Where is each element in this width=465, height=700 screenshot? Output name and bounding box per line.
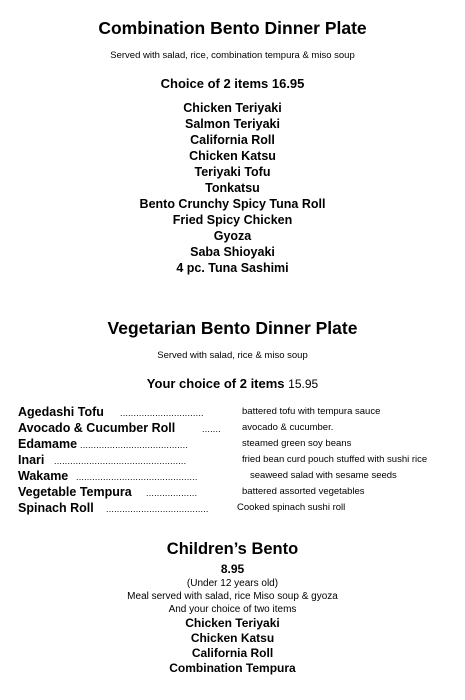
vegetarian-item — [18, 405, 458, 421]
leader-dots: ............................................. — [76, 472, 198, 482]
vegetarian-item-name: Spinach Roll — [18, 501, 94, 515]
combination-item: Gyoza — [213, 229, 252, 243]
children-details — [0, 562, 465, 676]
combination-item: Tonkatsu — [205, 181, 260, 195]
vegetarian-item-desc: Cooked spinach sushi roll — [237, 502, 346, 513]
combination-item: Saba Shioyaki — [190, 245, 275, 259]
combination-item: California Roll — [190, 133, 275, 147]
leader-dots: ........................................ — [80, 440, 189, 450]
vegetarian-price: 15.95 — [288, 377, 319, 391]
combination-item: Chicken Teriyaki — [183, 101, 282, 115]
children-item: Chicken Teriyaki — [185, 616, 280, 630]
combination-subtitle: Served with salad, rice, combination tempura & miso soup — [110, 50, 355, 61]
vegetarian-item-name: Vegetable Tempura — [18, 485, 132, 499]
children-price: 8.95 — [220, 562, 245, 576]
combination-item: Teriyaki Tofu — [194, 165, 271, 179]
vegetarian-item-name: Agedashi Tofu — [18, 405, 104, 419]
combination-title: Combination Bento Dinner Plate — [98, 18, 367, 38]
leader-dots: ...................................... — [106, 504, 209, 514]
combination-item: Fried Spicy Chicken — [172, 213, 293, 227]
vegetarian-item — [18, 421, 458, 437]
vegetarian-item — [18, 469, 458, 485]
children-title: Children’s Bento — [166, 540, 299, 558]
leader-dots: ................... — [146, 488, 198, 498]
leader-dots: ....... — [202, 424, 221, 434]
children-choice: And your choice of two items — [168, 604, 297, 615]
combination-item: 4 pc. Tuna Sashimi — [176, 261, 289, 275]
vegetarian-item-name: Inari — [18, 453, 45, 467]
combination-item: Chicken Katsu — [189, 149, 276, 163]
combination-item: Salmon Teriyaki — [185, 117, 280, 131]
vegetarian-choice — [0, 376, 465, 391]
vegetarian-item-desc: seaweed salad with sesame seeds — [250, 470, 397, 481]
vegetarian-item-desc: avocado & cucumber. — [242, 422, 334, 433]
vegetarian-item-name: Wakame — [18, 469, 69, 483]
children-item: Chicken Katsu — [190, 631, 275, 645]
vegetarian-item-desc: battered assorted vegetables — [242, 486, 365, 497]
children-item: Combination Tempura — [169, 661, 296, 675]
vegetarian-item-desc: fried bean curd pouch stuffed with sushi rice — [242, 454, 428, 465]
vegetarian-title: Vegetarian Bento Dinner Plate — [107, 318, 358, 338]
vegetarian-item-desc: battered tofu with tempura sauce — [242, 406, 381, 417]
children-served: Meal served with salad, rice Miso soup & gyoza — [127, 591, 338, 602]
combination-item: Bento Crunchy Spicy Tuna Roll — [139, 197, 326, 211]
vegetarian-item — [18, 437, 458, 453]
vegetarian-choice-text: Your choice of 2 items — [146, 376, 285, 391]
vegetarian-item-desc: steamed green soy beans — [242, 438, 352, 449]
vegetarian-item-name: Edamame — [18, 437, 78, 451]
vegetarian-item — [18, 501, 458, 517]
vegetarian-item-name: Avocado & Cucumber Roll — [18, 421, 176, 435]
children-age: (Under 12 years old) — [186, 578, 279, 589]
children-item: California Roll — [191, 646, 274, 660]
combination-item-list — [0, 100, 465, 276]
vegetarian-item — [18, 485, 458, 501]
leader-dots: ................................................. — [54, 456, 187, 466]
leader-dots: ............................... — [120, 408, 204, 418]
vegetarian-subtitle: Served with salad, rice & miso soup — [157, 350, 308, 361]
combination-choice: Choice of 2 items 16.95 — [160, 76, 305, 91]
vegetarian-item — [18, 453, 458, 469]
